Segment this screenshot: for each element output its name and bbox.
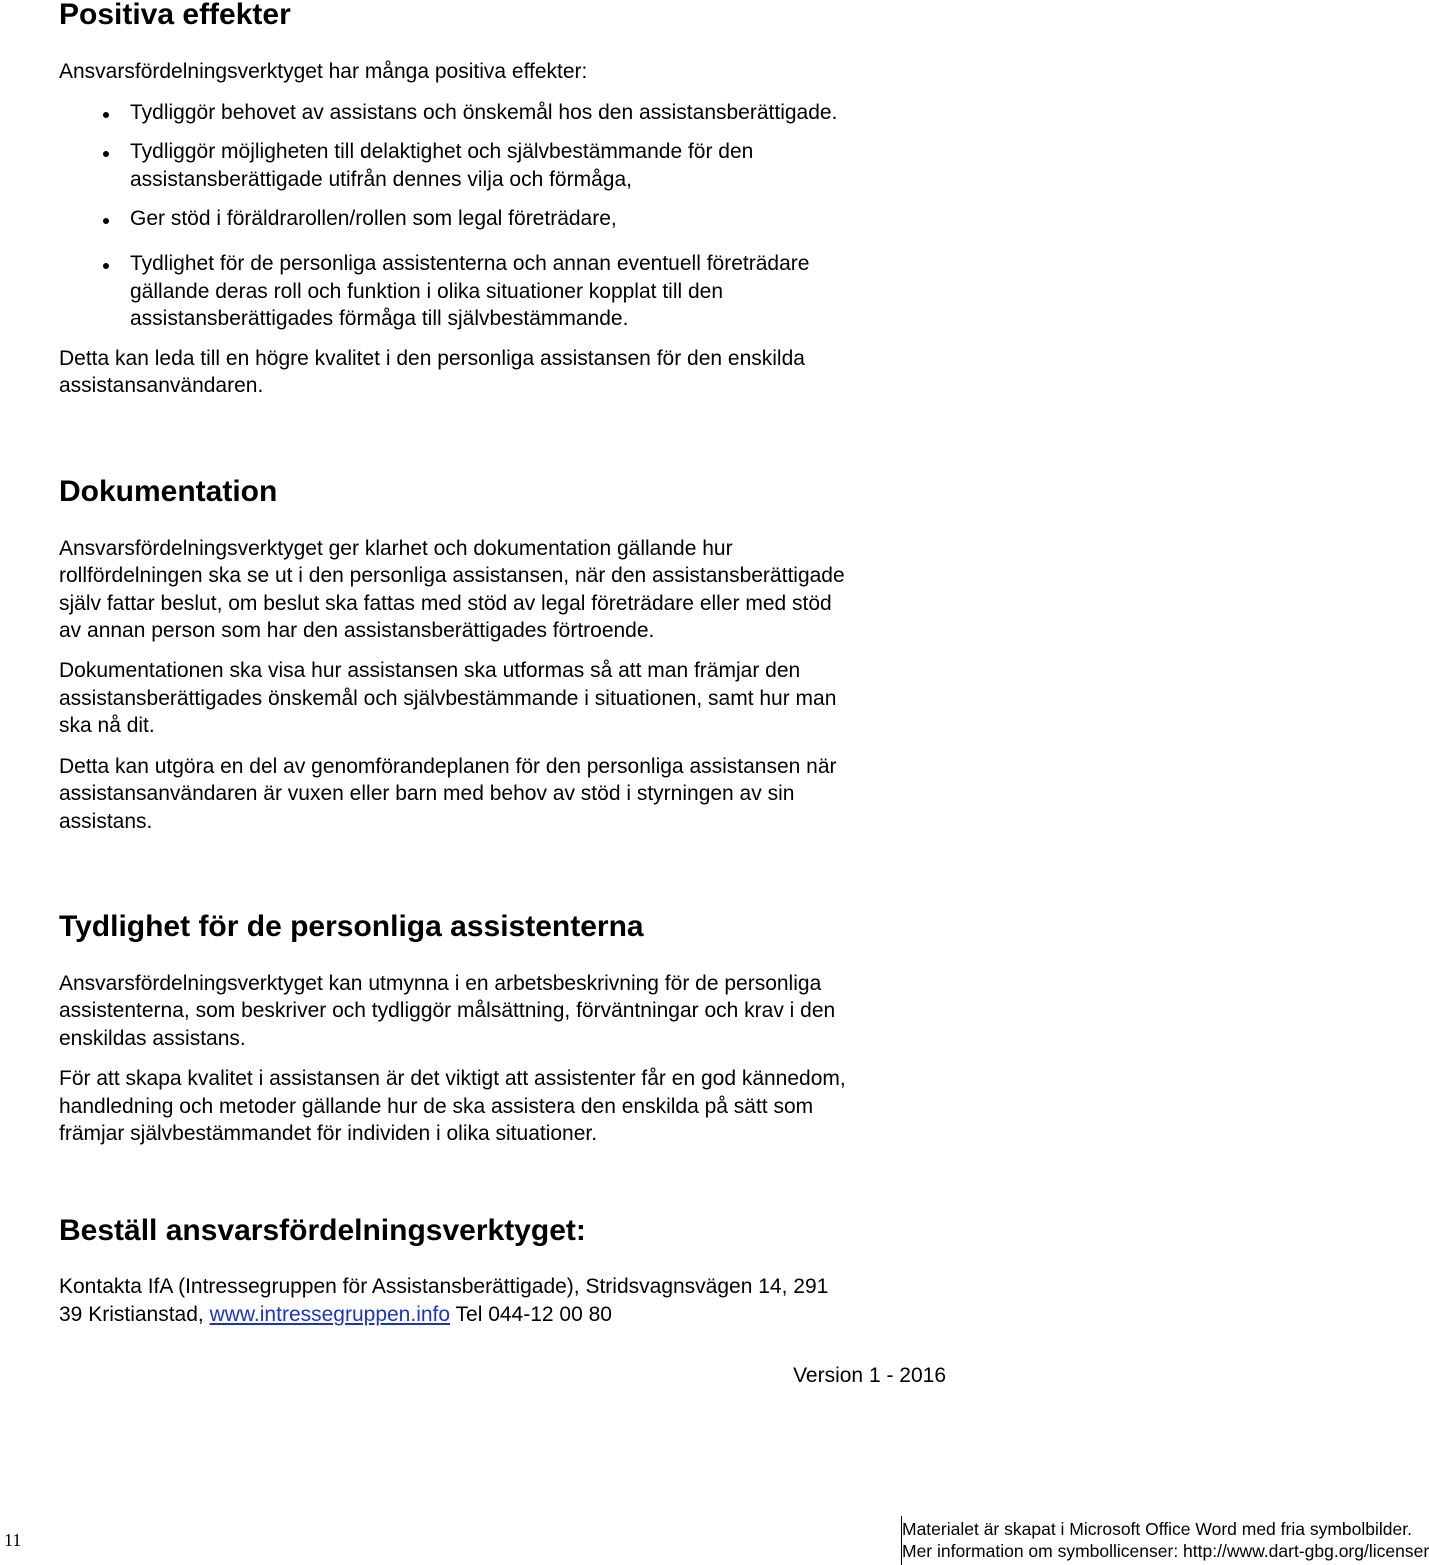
heading-dokumentation: Dokumentation xyxy=(59,475,278,508)
contact-prefix: 39 Kristianstad, xyxy=(59,1303,210,1326)
bullet-icon xyxy=(103,263,109,269)
paragraph-line: Dokumentationen ska visa hur assistansen ska utformas så att man främjar den xyxy=(59,659,801,682)
contact-line: Kontakta IfA (Intressegruppen för Assistansberättigade), Stridsvagnsvägen 14, 291 xyxy=(59,1275,829,1298)
bullet-line: Tydlighet för de personliga assistenterna och annan eventuell företrädare xyxy=(130,252,810,275)
footer-line: Mer information om symbollicenser: http://www.dart-gbg.org/licenser xyxy=(902,1541,1429,1561)
paragraph-line: främjar självbestämmandet för individen i olika situationer. xyxy=(59,1122,598,1145)
paragraph-line: rollfördelningen ska se ut i den personliga assistansen, när den assistansberättigade xyxy=(59,564,845,587)
version-label: Version 1 - 2016 xyxy=(793,1364,946,1387)
paragraph-line: ska nå dit. xyxy=(59,714,155,737)
paragraph-line: assistansberättigades önskemål och självbestämmande i situationen, samt hur man xyxy=(59,687,837,710)
paragraph-line: handledning och metoder gällande hur de ska assistera den enskilda på sätt som xyxy=(59,1095,814,1118)
bullet-line: Tydliggör möjligheten till delaktighet och självbestämmande för den xyxy=(130,140,754,163)
heading-bestall: Beställ ansvarsfördelningsverktyget: xyxy=(59,1214,586,1247)
paragraph-line: assistans. xyxy=(59,810,153,833)
bullet-line: assistansberättigade utifrån dennes vilja och förmåga, xyxy=(130,168,632,191)
paragraph-line: Ansvarsfördelningsverktyget kan utmynna i en arbetsbeskrivning för de personliga xyxy=(59,972,822,995)
paragraph-line: assistansanvändaren är vuxen eller barn med behov av stöd i styrningen av sin xyxy=(59,782,795,805)
paragraph-line: av annan person som har den assistansberättigades förtroende. xyxy=(59,619,655,642)
closing-line: Detta kan leda till en högre kvalitet i den personliga assistansen för den enskilda xyxy=(59,347,805,370)
page-number: 11 xyxy=(4,1530,22,1550)
contact-line xyxy=(59,1301,612,1329)
phone-text: Tel 044-12 00 80 xyxy=(450,1303,612,1326)
closing-line: assistansanvändaren. xyxy=(59,374,264,397)
bullet-icon xyxy=(103,218,109,224)
paragraph-line: själv fattar beslut, om beslut ska fattas med stöd av legal företrädare eller med stöd xyxy=(59,592,832,615)
bullet-icon xyxy=(103,151,109,157)
bullet-line: assistansberättigades förmåga till självbestämmande. xyxy=(130,307,629,330)
paragraph-line: Detta kan utgöra en del av genomförandeplanen för den personliga assistansen när xyxy=(59,755,837,778)
footer-line: Materialet är skapat i Microsoft Office Word med fria symbolbilder. xyxy=(902,1519,1412,1539)
website-link[interactable]: www.intressegruppen.info xyxy=(209,1303,451,1326)
intro-paragraph: Ansvarsfördelningsverktyget har många positiva effekter: xyxy=(59,60,588,83)
paragraph-line: enskildas assistans. xyxy=(59,1027,246,1050)
bullet-icon xyxy=(103,112,109,118)
heading-tydlighet: Tydlighet för de personliga assistenterna xyxy=(59,910,644,943)
paragraph-line: För att skapa kvalitet i assistansen är det viktigt att assistenter får en god kännedom, xyxy=(59,1067,846,1090)
heading-positiva-effekter: Positiva effekter xyxy=(59,0,291,31)
paragraph-line: assistenterna, som beskriver och tydliggör målsättning, förväntningar och krav i den xyxy=(59,999,836,1022)
bullet-line: Tydliggör behovet av assistans och önskemål hos den assistansberättigade. xyxy=(130,101,838,124)
bullet-line: Ger stöd i föräldrarollen/rollen som legal företrädare, xyxy=(130,207,617,230)
bullet-line: gällande deras roll och funktion i olika situationer kopplat till den xyxy=(130,280,724,303)
paragraph-line: Ansvarsfördelningsverktyget ger klarhet och dokumentation gällande hur xyxy=(59,537,733,560)
